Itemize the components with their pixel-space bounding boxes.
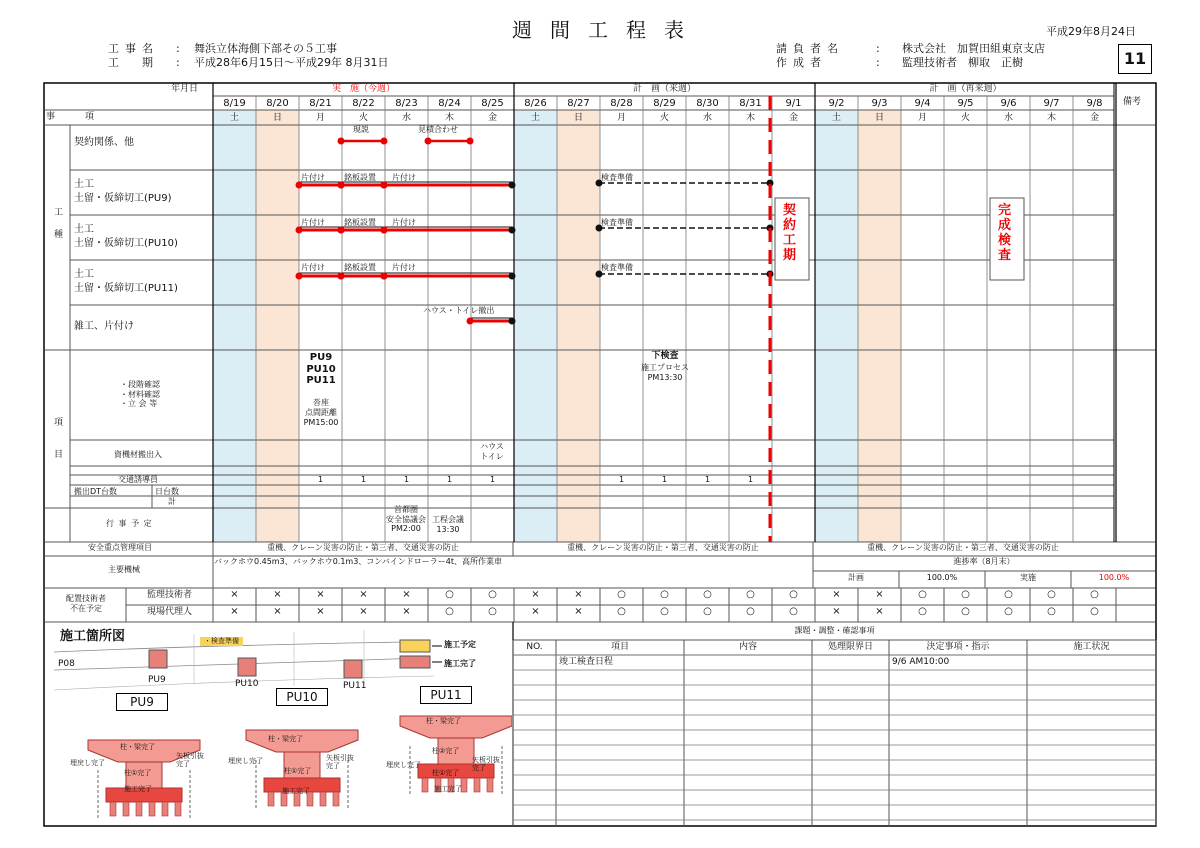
date-13: 9/1 [785,98,802,109]
safety-item-1: 重機、クレーン災害の防止・第三者、交通災害の防止 [267,543,459,552]
weekday-8: 日 [573,113,583,123]
staffing-label: 配置技術者 不在予定 [66,594,106,613]
legend-done-swatch [400,656,430,668]
bar-genba-end [381,138,388,145]
staff-mark-0-10: ○ [660,589,669,600]
pu11-sheet-pile: 矢板引抜 完了 [472,756,500,773]
guide-count-5: 1 [446,475,453,484]
staff-mark-0-3: × [359,589,368,600]
guide-count-2: 1 [317,475,324,484]
weekday-14: 土 [831,113,841,123]
period-label: 工 期 [108,56,159,69]
staff-mark-1-7: × [531,606,540,617]
pier-label-pu11: PU11 [420,686,472,704]
map-pier-pu11 [344,660,362,678]
issues-header-3: 処理限界日 [827,642,873,652]
bar-mitsumori-start [425,138,432,145]
saturday-column [213,110,256,542]
date-14: 9/2 [828,98,845,109]
event-824: 工程会議 13:30 [432,515,464,534]
staff-mark-1-13: ○ [789,606,798,617]
guide-count-6: 1 [489,475,496,484]
date-5: 8/24 [438,98,461,109]
confirm-821: PU9 PU10 PU11 [306,352,336,386]
guide-count-11: 1 [704,475,711,484]
pu10-backfill: 埋戻し完了 [228,757,263,765]
pu11-col2-done: 柱②完了 [432,747,460,755]
weekday-17: 火 [960,113,970,123]
ym-label: 年月日 [171,84,199,94]
author-value: 監理技術者 柳取 正樹 [902,56,1023,69]
document-title: 週間工程表 [512,18,702,42]
pier-pu10-pile [268,792,274,806]
weekday-5: 木 [444,113,454,123]
work-row-label-5: 雑工、片付け [74,321,134,332]
pu11-backfill: 埋戻し完了 [386,761,421,769]
bar-katazuke-b-0-start [381,182,388,189]
machines-value: バックホウ0.45m3、バックホウ0.1m3、コンバインドローラー4t、高所作業車 [214,557,502,566]
issues-title: 課題・調整・確認事項 [794,626,875,635]
guide-count-3: 1 [360,475,367,484]
date-20: 9/8 [1086,98,1103,109]
weekday-10: 火 [659,113,669,123]
date-1: 8/20 [266,98,289,109]
bar-label-katazuke-b-2: 片付け [392,263,416,272]
pu9-sheet-pile: 矢板引抜 完了 [176,752,204,769]
bar-label-katazuke-a-1: 片付け [301,218,325,227]
sunday-column [256,110,299,542]
bar-label-kensa-0: 検査準備 [601,173,633,182]
date-17: 9/5 [957,98,974,109]
weekday-4: 水 [401,113,411,123]
bar-house-start [467,318,474,325]
staff-mark-0-6: ○ [488,589,497,600]
guide-label: 交通誘導員 [118,475,158,484]
guide-count-4: 1 [403,475,410,484]
contractor-label: 請負者名 [776,42,844,55]
dt-total-label: 計 [168,497,176,506]
weekday-15: 日 [874,113,884,123]
bar-katazuke-b-2-start [381,273,388,280]
map-pier-pu10 [238,658,256,676]
completion-inspection-label: 完 成 検 査 [998,203,1012,263]
staff-mark-1-15: × [875,606,884,617]
document-date: 平成29年8月24日 [1046,25,1136,38]
bar-katazuke-b-1-start [381,227,388,234]
pu11-col1-done: 柱①完了 [432,769,460,777]
actual-label: 実施 [1020,573,1036,582]
guide-count-12: 1 [747,475,754,484]
staff-mark-0-7: × [531,589,540,600]
bar-label-kensa-1: 検査準備 [601,218,633,227]
bar-label-mitsumori: 見積合わせ [418,125,458,134]
safety-label: 安全重点管理項目 [88,543,152,552]
work-type-label: 工 種 [54,208,64,240]
staff-mark-0-20: ○ [1090,589,1099,600]
issues-header-1: 項目 [610,642,629,652]
bar-meiban-2-start [338,273,345,280]
bar-katazuke-a-0-start [296,182,303,189]
bar-genba-start [338,138,345,145]
staff-mark-0-8: × [574,589,583,600]
project-label: 工事名 [108,42,159,55]
confirm-829-sub: 施工プロセス PM13:30 [641,363,689,383]
weekday-2: 月 [315,113,325,123]
pier-pu11-pile [487,778,493,792]
contractor-value: 株式会社 加賀田組東京支店 [902,42,1045,55]
date-9: 8/28 [610,98,633,109]
weekday-1: 日 [272,113,282,123]
staff-mark-0-12: ○ [746,589,755,600]
staff-mark-1-17: ○ [961,606,970,617]
bar-label-genba: 現説 [353,125,369,134]
legend-planned: 施工予定 [444,640,476,649]
staff-mark-1-6: ○ [488,606,497,617]
staff-row-label-1: 現場代理人 [146,607,192,617]
pier-pu9-pile [123,802,129,816]
work-row-label-1: 契約関係、他 [74,137,134,148]
dt-label: 搬出DT台数 [74,487,118,496]
pier-pu9-pile [136,802,142,816]
bar-katazuke-a-2-start [296,273,303,280]
staff-mark-1-19: ○ [1047,606,1056,617]
bar-label-katazuke-b-0: 片付け [392,173,416,182]
work-row-label-4: 土工 土留・仮締切工(PU11) [74,269,178,294]
bar-katazuke-b-0-end [509,182,516,189]
map-tag-pu10: PU10 [235,679,259,689]
pier-pu11-pile [422,778,428,792]
sunday-column [557,110,600,542]
section-label-1: 実 施（今週） [331,84,395,94]
bar-label-katazuke-b-1: 片付け [392,218,416,227]
date-12: 8/31 [739,98,762,109]
confirm-821-sub: 沓座 点間距離 PM15:00 [303,398,339,427]
date-3: 8/22 [352,98,375,109]
bar-meiban-0-start [338,182,345,189]
event-823: 首都圏 安全協議会 PM2:00 [386,505,426,534]
weekday-9: 月 [616,113,626,123]
pier-label-pu10: PU10 [276,688,328,706]
materials-825: ハウス トイレ [480,442,504,461]
confirm-829: 下検査 [651,351,679,361]
bar-meiban-1-start [338,227,345,234]
pu10-sheet-pile: 矢板引抜 完了 [326,754,354,771]
staff-mark-0-0: × [230,589,239,600]
issues-header-2: 内容 [738,642,757,652]
staff-mark-1-9: ○ [617,606,626,617]
staff-row-label-0: 監理技術者 [146,590,192,600]
staff-mark-0-13: ○ [789,589,798,600]
bar-katazuke-b-2-end [509,273,516,280]
materials-label: 資機材搬出入 [114,450,162,459]
pier-pu9-pile [175,802,181,816]
staff-mark-1-12: ○ [746,606,755,617]
date-0: 8/19 [223,98,246,109]
staff-mark-0-15: × [875,589,884,600]
date-18: 9/6 [1000,98,1017,109]
bar-label-katazuke-a-2: 片付け [301,263,325,272]
plan-label: 計画 [848,573,864,582]
staff-mark-1-2: × [316,606,325,617]
staff-mark-0-19: ○ [1047,589,1056,600]
map-tag-p08: P08 [58,659,75,669]
site-map [44,624,512,826]
staff-mark-1-18: ○ [1004,606,1013,617]
issues-cell-0-1: 竣工検査日程 [559,657,614,667]
pier-pu10-pile [320,792,326,806]
plan-value: 100.0% [926,573,958,582]
pu9-col-done: 柱・梁完了 [120,743,155,751]
weekday-0: 土 [229,113,239,123]
staff-mark-1-11: ○ [703,606,712,617]
pier-pu10-pile [333,792,339,806]
progress-label: 進捗率（8月末） [953,557,1015,566]
weekday-12: 木 [745,113,755,123]
pier-pu11-pile [474,778,480,792]
bar-katazuke-a-1-start [296,227,303,234]
issues-header-0: NO. [526,642,543,652]
project-name: 舞浜立体海側下部その５工事 [194,42,337,55]
events-label: 行 事 予 定 [106,519,153,528]
bar-house-end [509,318,516,325]
staff-mark-1-4: × [402,606,411,617]
bar-label-meiban-1: 銘板設置 [344,218,376,227]
legend-done: 施工完了 [444,659,476,668]
date-6: 8/25 [481,98,504,109]
guide-count-9: 1 [618,475,625,484]
guide-count-10: 1 [661,475,668,484]
date-7: 8/26 [524,98,547,109]
work-row-label-3: 土工 土留・仮締切工(PU10) [74,224,178,249]
section-label-2: 計 画（来週） [632,84,696,94]
bar-label-kensa-2: 検査準備 [601,263,633,272]
date-15: 9/3 [871,98,888,109]
staff-mark-0-18: ○ [1004,589,1013,600]
bar-label-house: ハウス・トイレ撤出 [423,306,495,315]
staff-mark-1-1: × [273,606,282,617]
staff-mark-0-9: ○ [617,589,626,600]
map-tag-pu9: PU9 [148,675,166,685]
staff-mark-1-0: × [230,606,239,617]
contract-period-label: 契 約 工 期 [783,203,797,263]
date-2: 8/21 [309,98,332,109]
weekday-20: 金 [1089,113,1099,123]
confirm-label: ・段階確認 ・材料確認 ・立 会 等 [120,380,160,409]
work-row-label-2: 土工 土留・仮締切工(PU9) [74,179,172,204]
legend-planned-swatch [400,640,430,652]
pu9-backfill: 埋戻し完了 [70,759,105,767]
staff-mark-0-16: ○ [918,589,927,600]
staff-mark-1-5: ○ [445,606,454,617]
weekday-11: 水 [702,113,712,123]
bar-label-katazuke-a-0: 片付け [301,173,325,182]
items-label: 項 目 [54,418,64,461]
weekday-18: 水 [1003,113,1013,123]
date-19: 9/7 [1043,98,1060,109]
saturday-column [514,110,557,542]
issues-cell-0-4: 9/6 AM10:00 [892,657,950,667]
pu10-col-done: 柱・梁完了 [268,735,303,743]
weekday-3: 火 [358,113,368,123]
section-label-3: 計 画（再来週） [929,84,1002,94]
pier-pu9-pile [149,802,155,816]
machines-label: 主要機械 [108,565,140,574]
staff-mark-1-16: ○ [918,606,927,617]
staff-mark-0-1: × [273,589,282,600]
date-8: 8/27 [567,98,590,109]
staff-mark-1-3: × [359,606,368,617]
pu11-col-done: 柱・梁完了 [426,717,461,725]
date-16: 9/4 [914,98,931,109]
bar-label-meiban-2: 銘板設置 [344,263,376,272]
date-10: 8/29 [653,98,676,109]
weekday-16: 月 [917,113,927,123]
staff-mark-1-8: × [574,606,583,617]
pu9-col1-done: 柱①完了 [124,769,152,777]
bar-katazuke-b-1-end [509,227,516,234]
staff-mark-0-4: × [402,589,411,600]
pu10-works-done: 施工完了 [282,787,310,795]
staff-mark-0-5: ○ [445,589,454,600]
weekday-6: 金 [487,113,497,123]
bar-label-meiban-0: 銘板設置 [344,173,376,182]
pu9-works-done: 施工完了 [124,785,152,793]
safety-item-2: 重機、クレーン災害の防止・第三者、交通災害の防止 [567,543,759,552]
author-label: 作成者 [776,56,827,69]
date-11: 8/30 [696,98,719,109]
staff-mark-1-20: ○ [1090,606,1099,617]
pu10-col1-done: 柱①完了 [284,767,312,775]
staff-mark-0-11: ○ [703,589,712,600]
weekday-7: 土 [530,113,540,123]
pu11-works-done: 施工完了 [434,785,462,793]
remarks-header: 備考 [1123,97,1142,107]
safety-item-3: 重機、クレーン災害の防止・第三者、交通災害の防止 [867,543,1059,552]
issues-header-5: 施工状況 [1073,642,1110,652]
staff-mark-1-10: ○ [660,606,669,617]
bar-mitsumori-end [467,138,474,145]
site-map-title: 施工箇所図 [60,629,126,644]
saturday-column [815,110,858,542]
weekday-19: 木 [1046,113,1056,123]
pier-label-pu9: PU9 [116,693,168,711]
actual-value: 100.0% [1098,573,1130,582]
date-4: 8/23 [395,98,418,109]
sunday-column [858,110,901,542]
staff-mark-0-14: × [832,589,841,600]
issues-header-4: 決定事項・指示 [926,642,990,652]
dt-daily-label: 日台数 [155,487,179,496]
map-pier-pu9 [149,650,167,668]
legend-inspect: ・検査準備 [200,637,243,646]
staff-mark-0-17: ○ [961,589,970,600]
map-tag-pu11: PU11 [343,681,367,691]
staff-mark-1-14: × [832,606,841,617]
pier-pu9-pile [110,802,116,816]
period-value: 平成28年6月15日～平成29年 8月31日 [194,56,389,69]
item-header: 事 項 [46,112,99,122]
pier-pu9-pile [162,802,168,816]
weekday-13: 金 [788,113,798,123]
staff-mark-0-2: × [316,589,325,600]
page-number: 11 [1118,44,1152,74]
